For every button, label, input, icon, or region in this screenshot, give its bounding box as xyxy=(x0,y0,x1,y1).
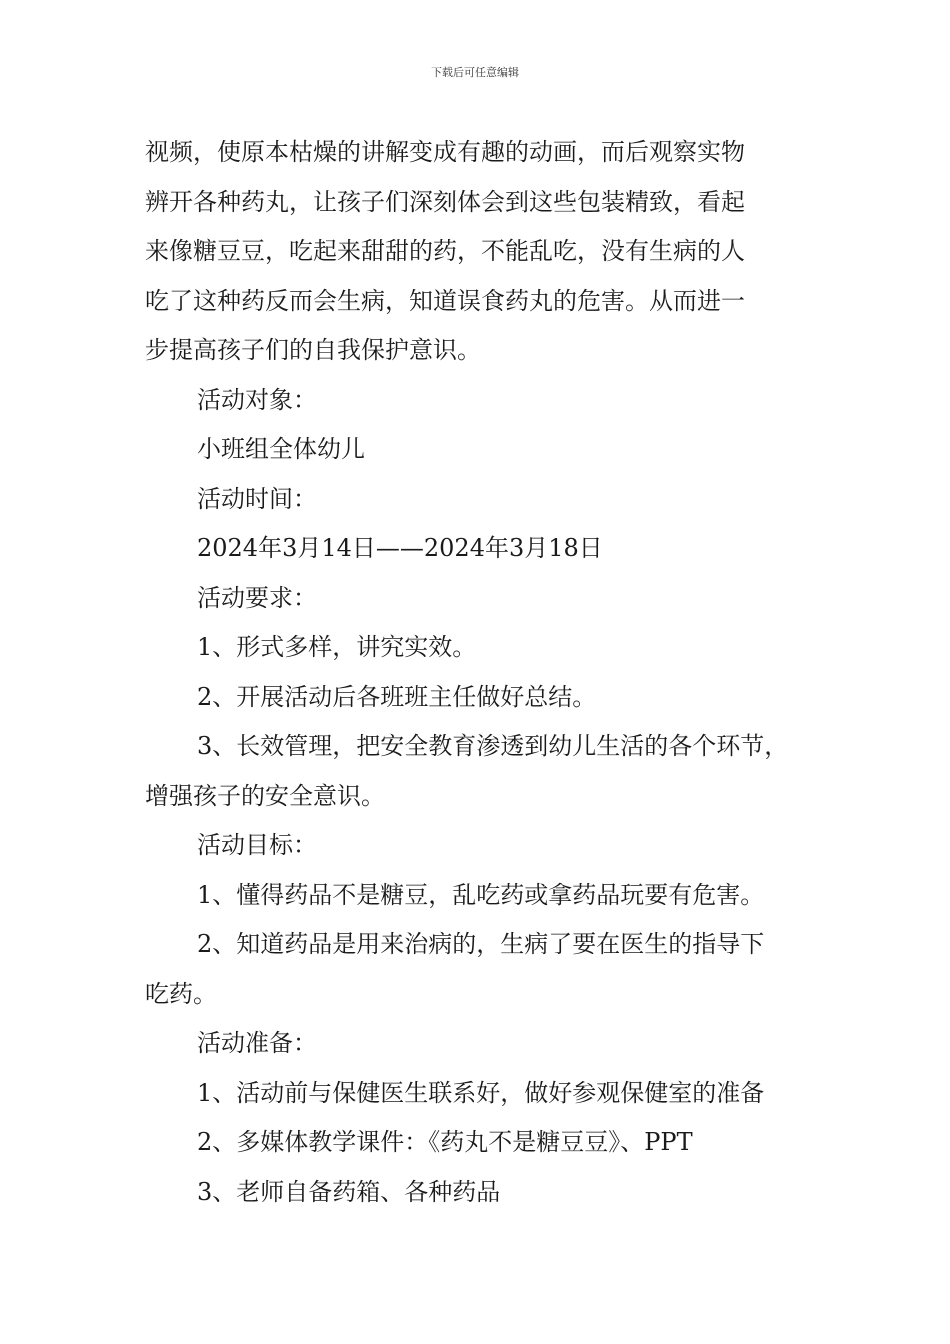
paragraph-line: 辨开各种药丸，让孩子们深刻体会到这些包装精致，看起 xyxy=(145,187,745,216)
paragraph-line: 吃了这种药反而会生病，知道误食药丸的危害。从而进一 xyxy=(145,286,745,315)
preparation-item: 2、多媒体教学课件：《药丸不是糖豆豆》、PPT xyxy=(197,1128,693,1156)
paragraph-line: 步提高孩子们的自我保护意识。 xyxy=(145,336,481,364)
requirement-item-continued: 增强孩子的安全意识。 xyxy=(145,781,385,810)
section-heading-target: 活动对象： xyxy=(197,385,317,414)
preparation-item: 1、活动前与保健医生联系好，做好参观保健室的准备 xyxy=(197,1078,765,1107)
requirement-item: 3、长效管理，把安全教育渗透到幼儿生活的各个环节， xyxy=(197,732,789,760)
goal-item: 1、懂得药品不是糖豆，乱吃药或拿药品玩要有危害。 xyxy=(197,880,765,909)
target-text: 小班组全体幼儿 xyxy=(197,435,365,463)
section-heading-time: 活动时间： xyxy=(197,484,317,513)
section-heading-goals: 活动目标： xyxy=(197,831,317,859)
section-heading-preparation: 活动准备： xyxy=(197,1029,317,1057)
paragraph-line: 视频，使原本枯燥的讲解变成有趣的动画，而后观察实物 xyxy=(145,138,745,166)
goal-item-continued: 吃药。 xyxy=(145,979,217,1008)
goal-item: 2、知道药品是用来治病的，生病了要在医生的指导下 xyxy=(197,930,765,958)
requirement-item: 1、形式多样，讲究实效。 xyxy=(197,633,477,661)
document-body xyxy=(145,128,835,1217)
section-heading-requirements: 活动要求： xyxy=(197,583,317,612)
requirement-item: 2、开展活动后各班班主任做好总结。 xyxy=(197,682,597,711)
preparation-item: 3、老师自备药箱、各种药品 xyxy=(197,1177,501,1206)
page-header-note: 下载后可任意编辑 xyxy=(431,66,519,79)
time-text: 2024年3月14日——2024年3月18日 xyxy=(197,534,603,562)
paragraph-line: 来像糖豆豆，吃起来甜甜的药，不能乱吃，没有生病的人 xyxy=(145,237,745,265)
